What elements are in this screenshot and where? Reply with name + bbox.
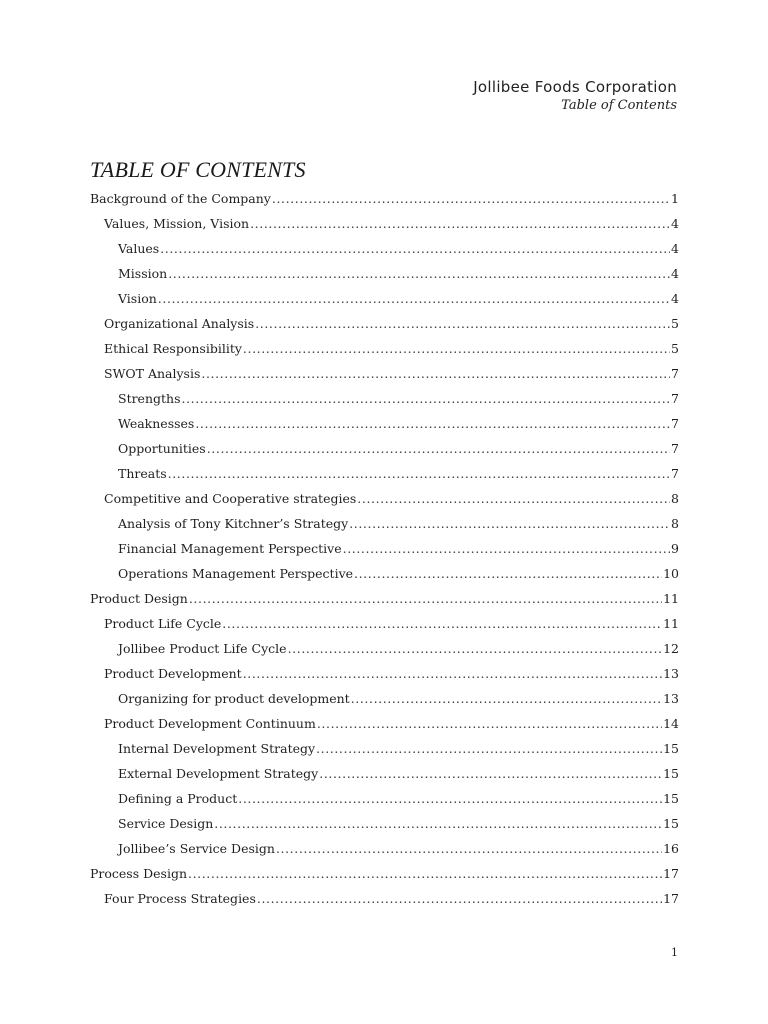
toc-entry-title: Values, Mission, Vision [104,216,250,231]
toc-entry-page: 5 [671,341,679,356]
dot-leader [222,611,662,636]
toc-entry[interactable] [90,236,679,261]
dot-leader [354,561,662,586]
toc-entry-title: Mission [118,266,168,281]
toc-entry-title: Product Design [90,591,188,606]
toc-entry-title: Product Development [104,666,242,681]
toc-entry-page: 13 [663,666,679,681]
toc-entry-title: Internal Development Strategy [118,741,316,756]
toc-entry[interactable] [90,811,679,836]
dot-leader [319,761,662,786]
dot-leader [351,686,662,711]
dot-leader [188,861,662,886]
toc-entry-page: 11 [663,591,679,606]
toc-entry[interactable] [90,261,679,286]
toc-entry-page: 7 [671,466,679,481]
dot-leader [243,661,662,686]
page-title: TABLE OF CONTENTS [90,157,306,182]
toc-entry-page: 12 [663,641,679,656]
toc-entry[interactable] [90,211,679,236]
toc-entry[interactable] [90,486,679,511]
toc-entry[interactable] [90,461,679,486]
toc-entry-title: Vision [118,291,157,306]
dot-leader [182,386,671,411]
header-section-name: Table of Contents [561,98,677,113]
toc-entry-page: 8 [671,491,679,506]
toc-entry-page: 4 [671,291,679,306]
toc-entry-page: 5 [671,316,679,331]
toc-entry[interactable] [90,736,679,761]
toc-entry[interactable] [90,511,679,536]
toc-entry[interactable] [90,386,679,411]
toc-entry-page: 15 [663,741,679,756]
page-number: 1 [671,946,678,959]
toc-entry-page: 15 [663,816,679,831]
toc-entry-page: 16 [663,841,679,856]
toc-entry-title: Threats [118,466,167,481]
toc-entry-title: Jollibee Product Life Cycle [118,641,287,656]
toc-entry[interactable] [90,611,679,636]
toc-entry-title: Background of the Company [90,191,271,206]
toc-entry[interactable] [90,186,679,211]
toc-entry-title: Jollibee’s Service Design [118,841,275,856]
toc-entry-title: Defining a Product [118,791,238,806]
toc-entry-title: Analysis of Tony Kitchner’s Strategy [118,516,349,531]
toc-entry[interactable] [90,311,679,336]
toc-entry-title: Financial Management Perspective [118,541,342,556]
toc-entry[interactable] [90,286,679,311]
toc-entry-page: 4 [671,266,679,281]
toc-entry-title: Competitive and Cooperative strategies [104,491,357,506]
dot-leader [272,186,670,211]
dot-leader [276,836,662,861]
dot-leader [317,711,662,736]
toc-entry[interactable] [90,361,679,386]
toc-entry[interactable] [90,586,679,611]
dot-leader [343,536,670,561]
toc-entry-title: Organizational Analysis [104,316,255,331]
toc-entry-title: Opportunities [118,441,206,456]
toc-entry-title: Strengths [118,391,181,406]
dot-leader [189,586,662,611]
toc-entry[interactable] [90,561,679,586]
toc-entry-page: 15 [663,791,679,806]
toc-entry-title: SWOT Analysis [104,366,201,381]
toc-entry-title: Ethical Responsibility [104,341,242,356]
toc-entry-title: Four Process Strategies [104,891,256,906]
toc-entry[interactable] [90,711,679,736]
dot-leader [207,436,670,461]
toc-entry-title: External Development Strategy [118,766,319,781]
toc-entry-page: 11 [663,616,679,631]
dot-leader [195,411,670,436]
toc-entry[interactable] [90,761,679,786]
toc-entry[interactable] [90,336,679,361]
dot-leader [168,261,670,286]
toc-entry-page: 15 [663,766,679,781]
toc-entry-title: Product Development Continuum [104,716,316,731]
dot-leader [349,511,670,536]
dot-leader [288,636,663,661]
toc-entry-page: 17 [663,891,679,906]
toc-entry-page: 14 [663,716,679,731]
toc-entry-title: Organizing for product development [118,691,350,706]
dot-leader [257,886,662,911]
toc-entry-page: 8 [671,516,679,531]
toc-entry[interactable] [90,861,679,886]
toc-entry-title: Service Design [118,816,214,831]
toc-entry[interactable] [90,436,679,461]
toc-entry[interactable] [90,786,679,811]
toc-entry-page: 7 [671,366,679,381]
dot-leader [255,311,670,336]
toc-entry-page: 7 [671,416,679,431]
toc-entry-page: 9 [671,541,679,556]
toc-entry[interactable] [90,836,679,861]
dot-leader [214,811,662,836]
toc-entry-title: Values [118,241,160,256]
toc-entry-page: 13 [663,691,679,706]
dot-leader [238,786,662,811]
dot-leader [201,361,670,386]
toc-entry-page: 17 [663,866,679,881]
toc-entry[interactable] [90,886,679,911]
toc-entry-page: 4 [671,216,679,231]
dot-leader [316,736,662,761]
toc-entry[interactable] [90,411,679,436]
dot-leader [160,236,670,261]
dot-leader [250,211,670,236]
toc-entry-page: 7 [671,441,679,456]
toc-entry-page: 4 [671,241,679,256]
toc-entry[interactable] [90,686,679,711]
toc-entry[interactable] [90,661,679,686]
dot-leader [357,486,670,511]
toc-entry-title: Process Design [90,866,187,881]
toc-entry-page: 7 [671,391,679,406]
toc-entry-page: 1 [671,191,679,206]
running-header [473,77,677,114]
toc-entry[interactable] [90,636,679,661]
toc-entry-page: 10 [663,566,679,581]
toc-entry-title: Product Life Cycle [104,616,222,631]
toc-list [90,186,679,911]
dot-leader [158,286,670,311]
toc-entry-title: Weaknesses [118,416,195,431]
dot-leader [243,336,670,361]
header-company-name: Jollibee Foods Corporation [473,78,677,96]
dot-leader [168,461,670,486]
toc-entry-title: Operations Management Perspective [118,566,354,581]
toc-entry[interactable] [90,536,679,561]
